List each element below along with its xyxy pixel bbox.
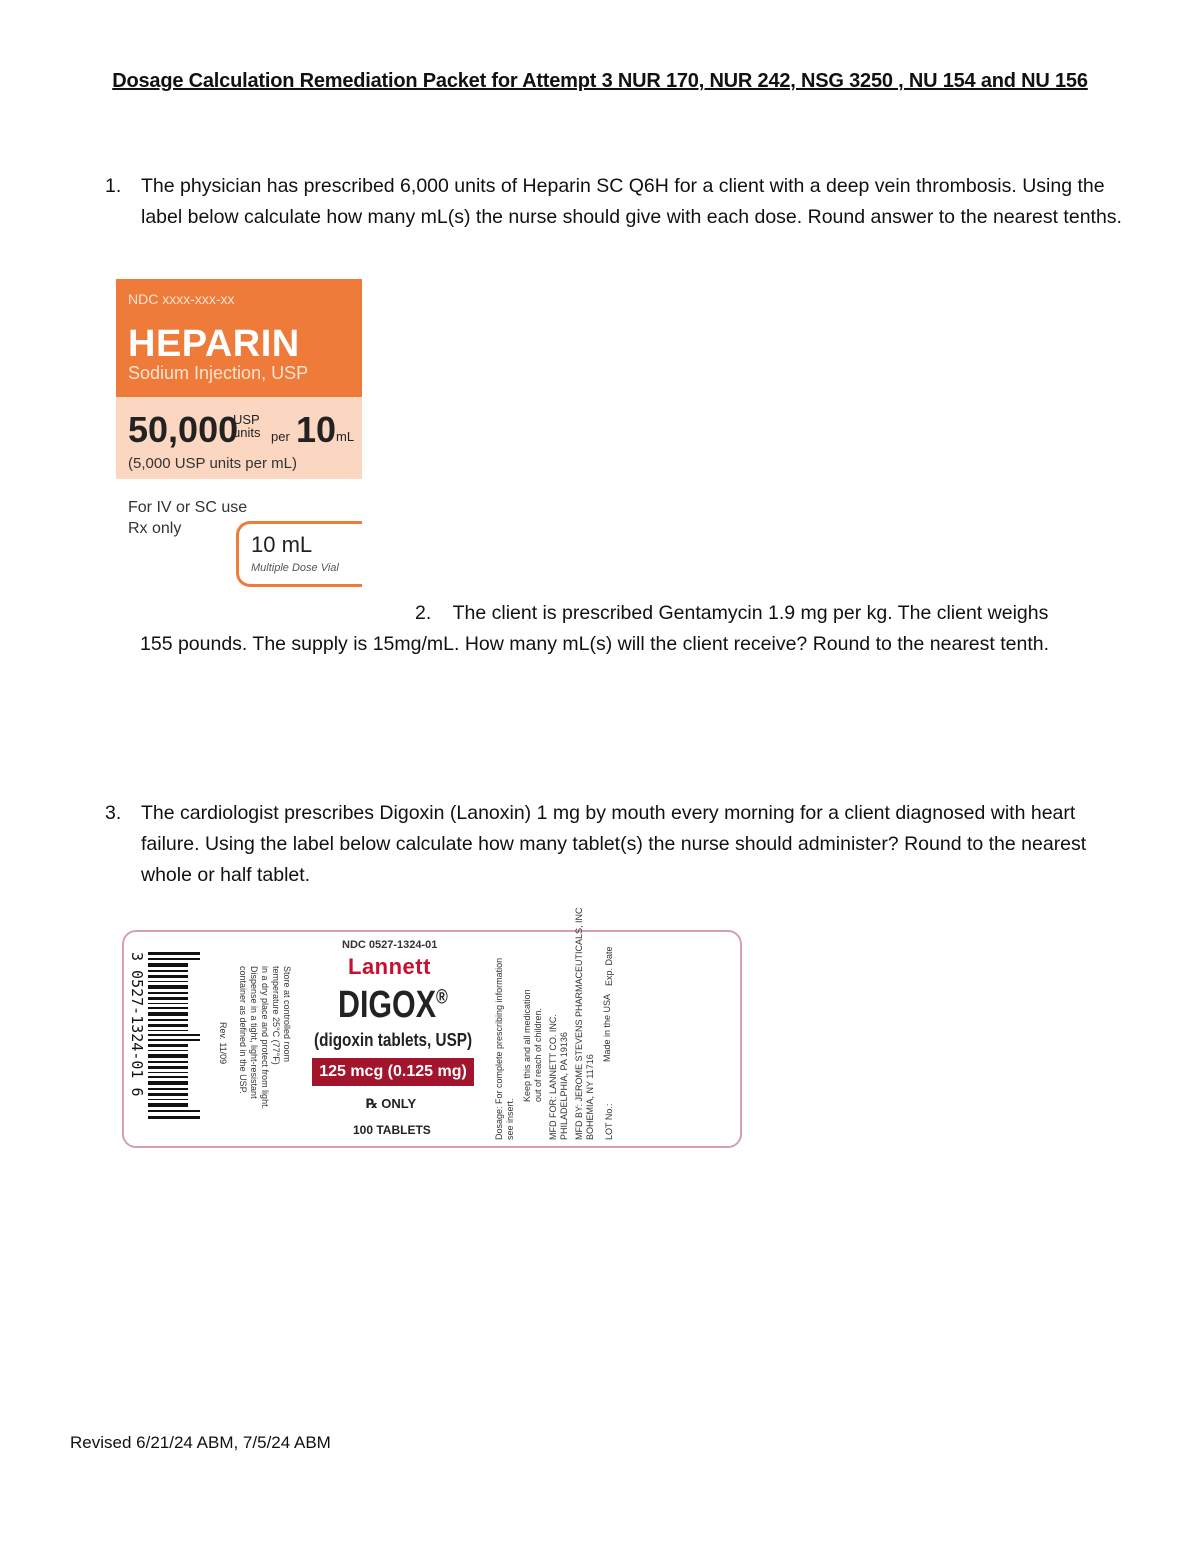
keep-line: out of reach of children. bbox=[533, 1007, 543, 1102]
barcode-digits bbox=[128, 952, 148, 1122]
question-text: The physician has prescribed 6,000 units of Heparin SC Q6H for a client with a deep vein thrombosis. Using the label below calculate how many mL(s) the nurse should give with each dose. Round answer to the nearest tenths. bbox=[141, 175, 1122, 228]
revision-footer: Revised 6/21/24 ABM, 7/5/24 ABM bbox=[70, 1433, 331, 1452]
digox-rx bbox=[366, 1096, 416, 1112]
digox-name-text: DIGOX bbox=[338, 984, 436, 1026]
question-3 bbox=[105, 798, 1135, 891]
mfd-by-text bbox=[574, 907, 596, 1140]
heparin-label bbox=[116, 279, 364, 595]
heparin-concentration: (5,000 USP units per mL) bbox=[128, 455, 297, 472]
revision-code bbox=[217, 1022, 228, 1064]
storage-line: Dispense in a tight, light-resistant bbox=[249, 966, 259, 1099]
digox-count: 100 TABLETS bbox=[353, 1123, 431, 1137]
dosage-line: see insert. bbox=[505, 1098, 515, 1140]
keep-out-text bbox=[522, 989, 544, 1102]
question-number: 1. bbox=[105, 175, 122, 197]
heparin-strength bbox=[116, 397, 362, 479]
heparin-vial-box bbox=[236, 521, 362, 587]
dosage-text bbox=[494, 958, 516, 1140]
storage-line: Store at controlled room bbox=[282, 966, 292, 1063]
made-in-line: Made in the USA bbox=[602, 993, 612, 1062]
revision-text: Rev. 11/09 bbox=[218, 1022, 228, 1065]
page-title: Dosage Calculation Remediation Packet for Attempt 3 NUR 170, NUR 242, NSG 3250 , NU 154 and NU 156 bbox=[112, 70, 1088, 92]
heparin-route-text: For IV or SC use bbox=[128, 499, 248, 516]
heparin-units: units bbox=[233, 425, 261, 440]
digox-label bbox=[122, 907, 742, 1148]
heparin-usp: USP bbox=[233, 412, 260, 427]
lannett-logo: Lannett bbox=[348, 954, 431, 979]
question-text-continued: 155 pounds. The supply is 15mg/mL. How many mL(s) will the client receive? Round to the nearest tenth. bbox=[140, 633, 1050, 655]
question-number: 3. bbox=[105, 802, 122, 824]
heparin-usp-units bbox=[233, 413, 260, 439]
barcode-icon bbox=[148, 952, 200, 1122]
digox-strength: 125 mcg (0.125 mg) bbox=[312, 1058, 474, 1086]
heparin-per: per bbox=[271, 429, 290, 444]
question-text: The cardiologist prescribes Digoxin (Lanoxin) 1 mg by mouth every morning for a client diagnosed with heart failure. Using the label below calculate how many tablet(s) the nurse should administer? Round to the nearest whole or half tablet. bbox=[141, 802, 1087, 886]
dosage-line: Dosage: For complete prescribing information bbox=[494, 957, 504, 1140]
digox-generic: (digoxin tablets, USP) bbox=[314, 1030, 473, 1050]
heparin-header bbox=[116, 279, 362, 397]
heparin-ndc: NDC xxxx-xxx-xx bbox=[128, 291, 235, 307]
mfd-for-text bbox=[548, 1014, 570, 1140]
storage-text bbox=[237, 966, 292, 1109]
rx-icon: ℞ bbox=[366, 1096, 378, 1111]
exp-line: Exp. Date bbox=[604, 946, 614, 986]
storage-line: temperature 25°C (77°F) bbox=[271, 966, 281, 1065]
mfd-for-line: PHILADELPHIA, PA 19136 bbox=[559, 1032, 569, 1140]
heparin-amount: 50,000 bbox=[128, 409, 239, 450]
rx-only-text: ONLY bbox=[381, 1096, 417, 1111]
keep-line: Keep this and all medication bbox=[522, 989, 532, 1102]
mfd-by-line: MFD BY: JEROME STEVENS PHARMACEUTICALS, INC bbox=[574, 907, 584, 1140]
heparin-vial-volume: 10 mL bbox=[251, 532, 313, 557]
heparin-vial-type: Multiple Dose Vial bbox=[251, 562, 339, 574]
question-1 bbox=[105, 171, 1125, 233]
storage-line: container as defined in the USP. bbox=[238, 966, 248, 1094]
heparin-volume: 10 bbox=[296, 409, 337, 450]
lot-line: LOT No.: bbox=[604, 1103, 614, 1140]
heparin-subtitle: Sodium Injection, USP bbox=[128, 363, 309, 383]
heparin-rx: Rx only bbox=[128, 520, 182, 537]
barcode-number: 3 0527-1324-01 6 bbox=[128, 952, 146, 1097]
mfd-for-line: MFD FOR: LANNETT CO. INC. bbox=[548, 1014, 558, 1140]
storage-line: in a dry place and protect from light. bbox=[260, 966, 270, 1110]
heparin-route bbox=[128, 497, 247, 539]
question-2 bbox=[140, 598, 1130, 660]
exp-text bbox=[604, 946, 615, 986]
question-number: 2. bbox=[415, 602, 432, 624]
digox-ndc: NDC 0527-1324-01 bbox=[342, 939, 438, 951]
lot-text bbox=[604, 1104, 615, 1140]
question-text: The client is prescribed Gentamycin 1.9 mg per kg. The client weighs bbox=[452, 602, 1049, 624]
heparin-name: HEPARIN bbox=[128, 323, 300, 365]
registered-mark: ® bbox=[435, 986, 448, 1009]
heparin-ml: mL bbox=[336, 429, 355, 444]
made-in-text bbox=[602, 994, 613, 1062]
mfd-by-line: BOHEMIA, NY 11716 bbox=[585, 1054, 595, 1140]
digox-name bbox=[338, 984, 448, 1027]
question-2-first-line bbox=[140, 598, 1130, 629]
